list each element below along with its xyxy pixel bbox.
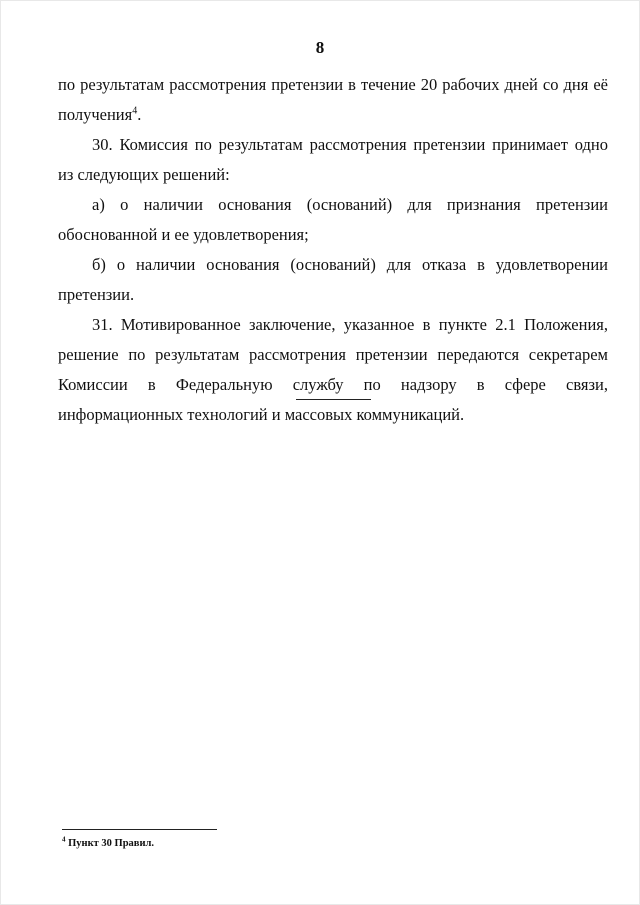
end-of-text-divider	[296, 399, 371, 400]
paragraph-text: по результатам рассмотрения претензии в течение 20 рабочих дней со дня её получения	[58, 75, 608, 124]
paragraph-subitem-a: а) о наличии основания (оснований) для признания претензии обоснованной и ее удовлетворения;	[58, 195, 608, 244]
footnote-mark: 4	[62, 835, 66, 844]
paragraph-subitem-b: б) о наличии основания (оснований) для отказа в удовлетворении претензии.	[58, 255, 608, 304]
page-number: 8	[315, 38, 325, 57]
footnote	[62, 837, 154, 851]
footnote-text: Пункт 30 Правил.	[65, 838, 155, 849]
paragraph-tail: .	[137, 105, 142, 124]
document-body	[58, 70, 608, 430]
footnote-reference: 4	[132, 105, 138, 117]
paragraph-continuation	[58, 70, 608, 130]
footnote-separator	[62, 829, 217, 830]
paragraph-item-30: 30. Комиссия по результатам рассмотрения претензии принимает одно из следующих решений:	[58, 135, 608, 184]
paragraph-item-31: 31. Мотивированное заключение, указанное в пункте 2.1 Положения, решение по результатам рассмотрения претензии передаются секретарем Комиссии в Федеральную службу по надзору в сфере связи, информационных технологий и массовых коммуникаций.	[58, 315, 608, 424]
